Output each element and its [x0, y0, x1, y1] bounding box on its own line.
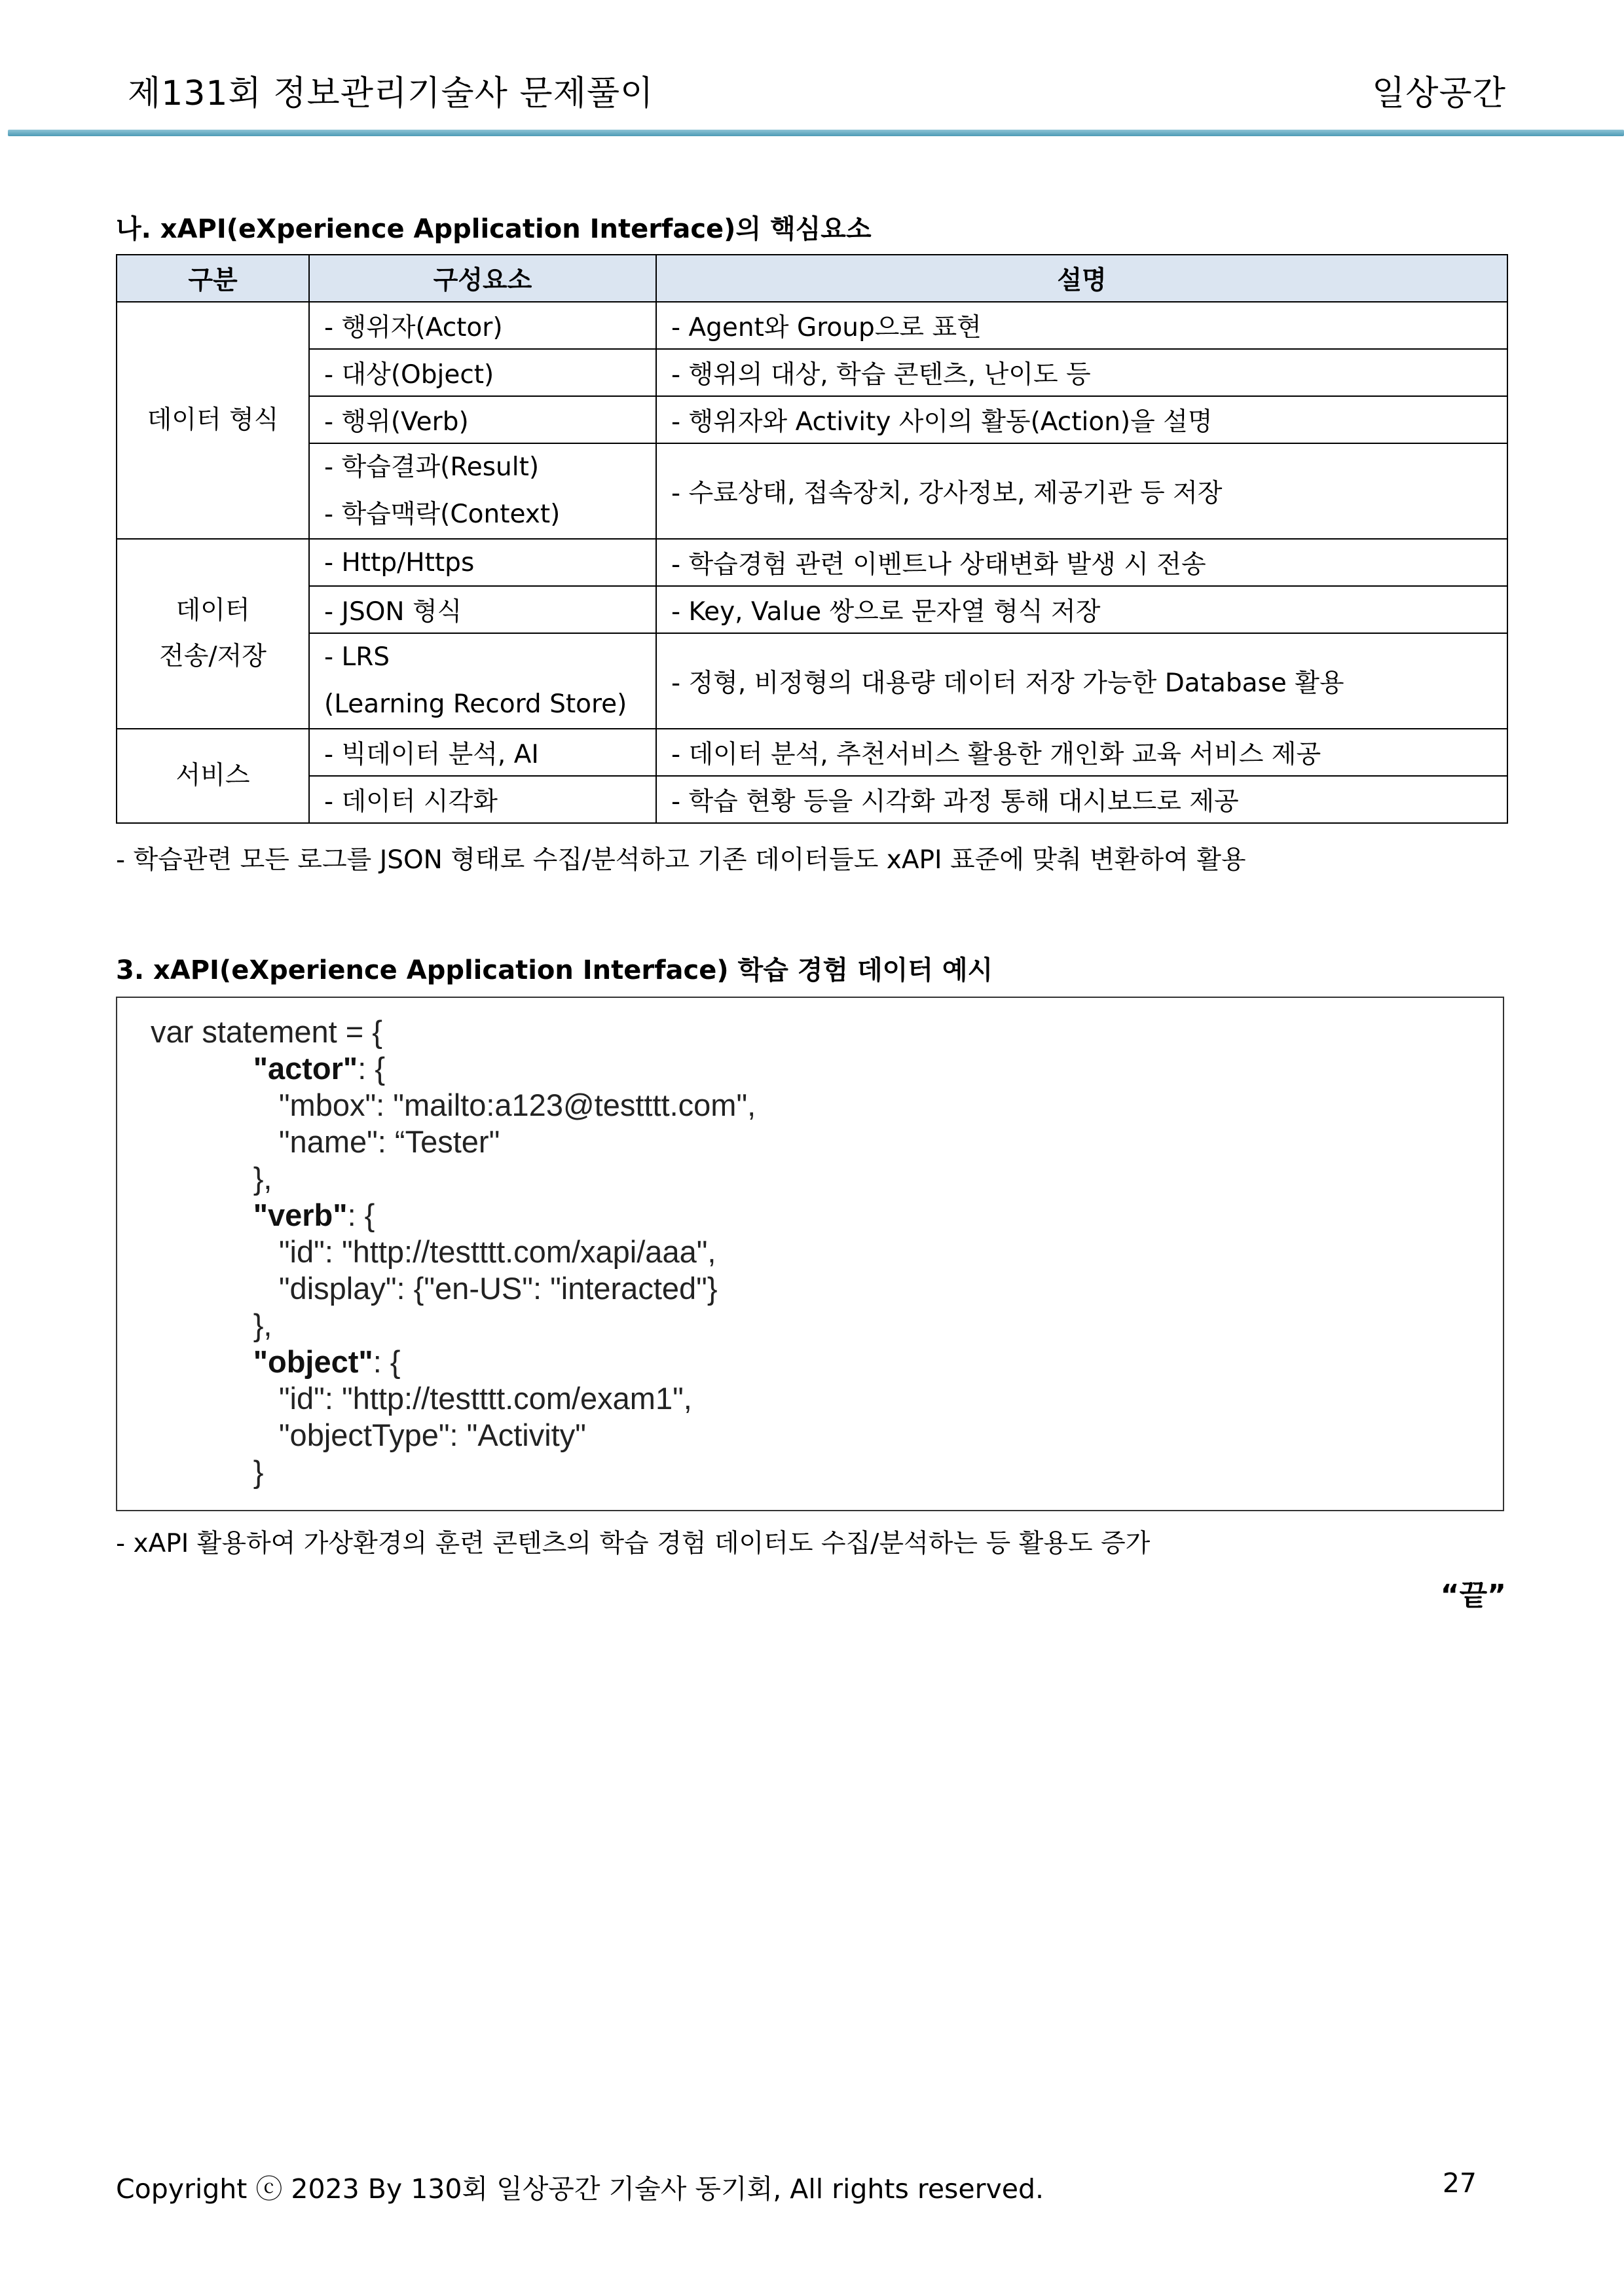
- table-row: [117, 349, 1507, 396]
- table-row: [117, 633, 1507, 729]
- table-row: [117, 776, 1507, 823]
- component-line: (Learning Record Store): [324, 689, 627, 719]
- description-cell: - 행위자와 Activity 사이의 활동(Action)을 설명: [656, 396, 1507, 443]
- section-core-title: 나. xAPI(eXperience Application Interface)의 핵심요소: [116, 214, 872, 244]
- description-cell: - 행위의 대상, 학습 콘텐츠, 난이도 등: [656, 349, 1507, 396]
- code-line: "id": "http://testttt.com/xapi/aaa",: [278, 1234, 716, 1269]
- code-line: : {: [373, 1344, 401, 1379]
- code-key-actor: "actor": [253, 1051, 358, 1086]
- category-transmission-storage: [117, 539, 309, 729]
- col-header-category: 구분: [117, 255, 309, 302]
- col-header-description: 설명: [656, 255, 1507, 302]
- component-cell: - Http/Https: [309, 539, 656, 586]
- table-row: [117, 443, 1507, 539]
- component-cell: - JSON 형식: [309, 586, 656, 633]
- table-row: [117, 396, 1507, 443]
- description-cell: - 정형, 비정형의 대용량 데이터 저장 가능한 Database 활용: [656, 633, 1507, 729]
- table-row: [117, 302, 1507, 349]
- description-cell: - Key, Value 쌍으로 문자열 형식 저장: [656, 586, 1507, 633]
- component-cell: - 데이터 시각화: [309, 776, 656, 823]
- component-line: - LRS: [324, 642, 390, 672]
- component-cell: [309, 443, 656, 539]
- end-mark: “끝”: [1440, 1579, 1506, 1612]
- description-cell: - 학습경험 관련 이벤트나 상태변화 발생 시 전송: [656, 539, 1507, 586]
- header-rule: [8, 130, 1624, 136]
- header-title: 제131회 정보관리기술사 문제풀이: [128, 74, 654, 113]
- category-line: 전송/저장: [159, 642, 267, 671]
- table-row: [117, 539, 1507, 586]
- component-cell: - 행위(Verb): [309, 396, 656, 443]
- component-cell: - 대상(Object): [309, 349, 656, 396]
- component-line: - 학습맥락(Context): [324, 500, 561, 529]
- code-line: },: [253, 1308, 272, 1342]
- code-line: "objectType": "Activity": [278, 1418, 586, 1452]
- core-note: - 학습관련 모든 로그를 JSON 형태로 수집/분석하고 기존 데이터들도 xAPI 표준에 맞춰 변환하여 활용: [116, 845, 1246, 875]
- table-row: [117, 586, 1507, 633]
- category-data-format: 데이터 형식: [117, 302, 309, 539]
- code-key-object: "object": [253, 1344, 373, 1379]
- code-line: "display": {"en-US": "interacted"}: [278, 1271, 718, 1306]
- page-number: 27: [1442, 2167, 1477, 2199]
- code-key-verb: "verb": [253, 1198, 348, 1232]
- code-line: "mbox": "mailto:a123@testttt.com",: [278, 1088, 756, 1122]
- component-cell: - 빅데이터 분석, AI: [309, 729, 656, 776]
- category-service: 서비스: [117, 729, 309, 823]
- col-header-component: 구성요소: [309, 255, 656, 302]
- footer-copyright: Copyright ⓒ 2023 By 130회 일상공간 기술사 동기회, All rights reserved.: [116, 2173, 1044, 2205]
- code-example: [151, 1014, 756, 1490]
- table-row: [117, 729, 1507, 776]
- header-org: 일상공간: [1372, 74, 1506, 113]
- component-cell: [309, 633, 656, 729]
- code-line: var statement = {: [151, 1014, 382, 1049]
- description-cell: - Agent와 Group으로 표현: [656, 302, 1507, 349]
- component-cell: - 행위자(Actor): [309, 302, 656, 349]
- code-line: },: [253, 1161, 272, 1196]
- code-line: : {: [347, 1198, 375, 1232]
- category-line: 데이터: [175, 596, 250, 625]
- description-cell: - 학습 현황 등을 시각화 과정 통해 대시보드로 제공: [656, 776, 1507, 823]
- code-line: "id": "http://testttt.com/exam1",: [278, 1381, 692, 1416]
- core-elements-table: [116, 254, 1508, 824]
- section-example-title: 3. xAPI(eXperience Application Interface) 학습 경험 데이터 예시: [116, 955, 993, 985]
- description-cell: - 데이터 분석, 추천서비스 활용한 개인화 교육 서비스 제공: [656, 729, 1507, 776]
- code-line: }: [253, 1454, 264, 1489]
- table-header-row: [117, 255, 1507, 302]
- component-line: - 학습결과(Result): [324, 452, 540, 482]
- code-line: : {: [358, 1051, 386, 1086]
- code-line: "name": “Tester": [278, 1124, 500, 1159]
- description-cell: - 수료상태, 접속장치, 강사정보, 제공기관 등 저장: [656, 443, 1507, 539]
- example-note: - xAPI 활용하여 가상환경의 훈련 콘텐츠의 학습 경험 데이터도 수집/분석하는 등 활용도 증가: [116, 1529, 1151, 1558]
